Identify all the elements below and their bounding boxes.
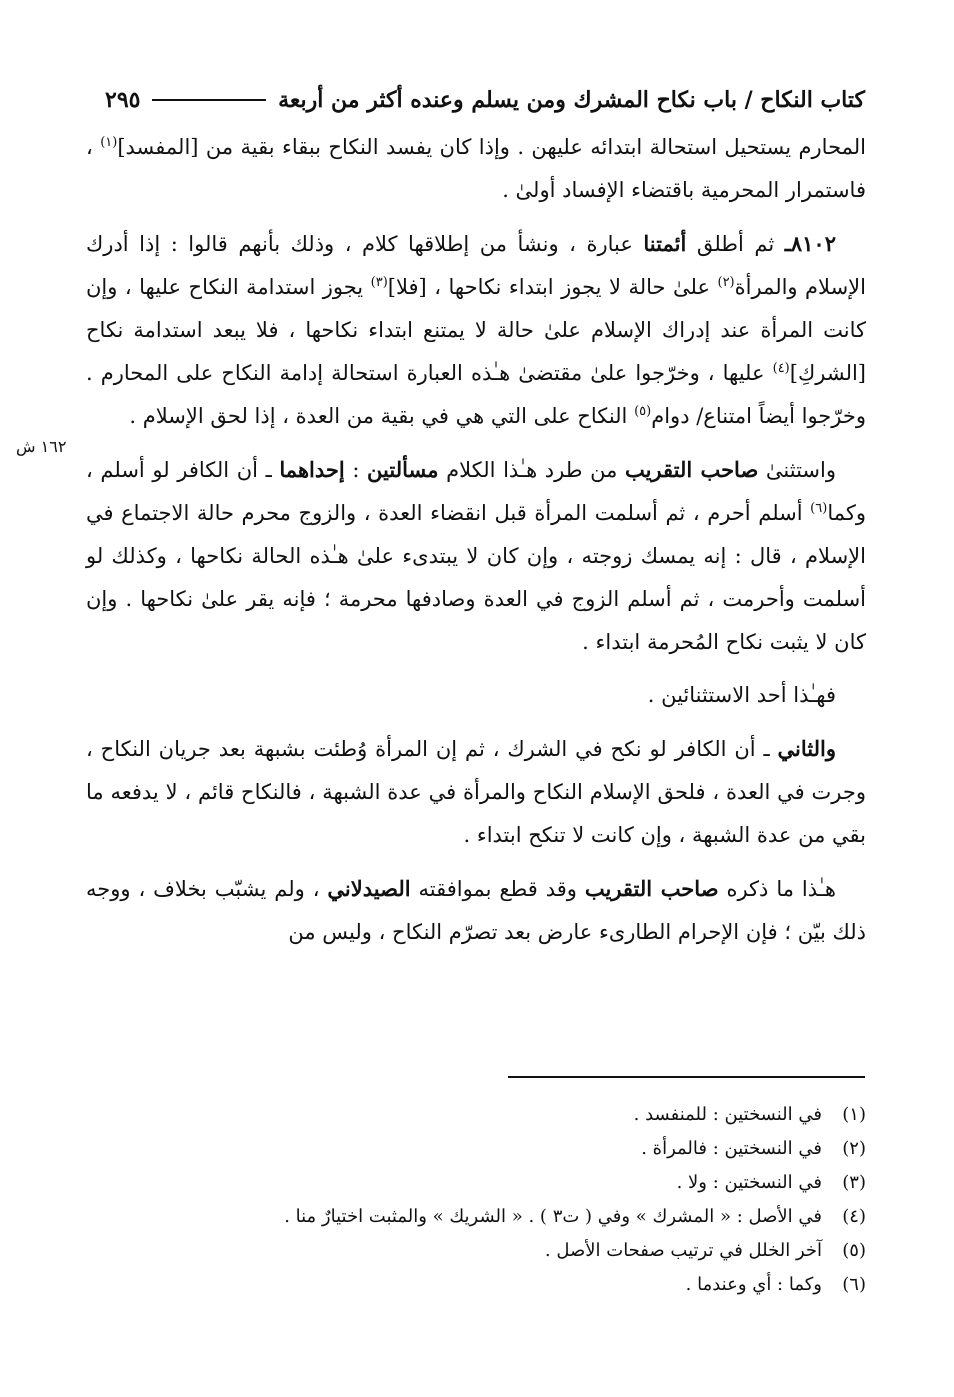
issue-number: ٨١٠٢ـ [784, 231, 836, 256]
header-rule [152, 99, 266, 101]
main-text [86, 126, 866, 964]
footnote-text: في النسختين : للمنفسد . [633, 1104, 822, 1125]
text-run: ، فاستمرار المحرمية باقتضاء الإفساد أولىٰ . [86, 135, 866, 202]
footnote-divider [508, 1076, 865, 1078]
text-run: هـٰذا ما ذكره [718, 877, 836, 901]
footnote-number: (٤) [842, 1206, 866, 1227]
margin-note: ١٦٢ ش [16, 437, 67, 456]
text-run: ، ولم يشبّب بخلاف ، ووجه ذلك بيّن ؛ فإن الإحرام الطارىء عارض بعد تصرّم النكاح ، وليس من [86, 877, 866, 944]
footnote-ref-6: (٦) [810, 501, 828, 516]
bold-term: والثاني [777, 736, 836, 761]
footnote-number: (٦) [842, 1274, 866, 1295]
footnote-ref-5: (٥) [634, 404, 652, 419]
paragraph-3 [86, 448, 866, 664]
text-run: : [344, 458, 368, 482]
footnote-text: آخر الخلل في ترتيب صفحات الأصل . [544, 1240, 822, 1261]
footnote-ref-3: (٣) [370, 275, 388, 290]
text-run: النكاح على التي هي في بقية من العدة ، إذا لحق الإسلام . [129, 404, 635, 428]
page-number: ٢٩٥ [105, 87, 141, 113]
text-run: من طرد هـٰذا الكلام [438, 458, 625, 482]
paragraph-6 [86, 867, 866, 954]
footnote-text: في النسختين : فالمرأة . [641, 1138, 822, 1159]
text-run: يجوز استدامة النكاح عليها ، وإن كانت المرأة عند إدراك الإسلام علىٰ حالة لا يمتنع ابتداء نكاحها ، فلا يبعد استدامة نكاح [الشركِ] [86, 275, 866, 385]
text-run: عبارة ، ونشأ من إطلاقها كلام ، وذلك بأنهم قالوا : إذا أدرك الإسلام والمرأة [86, 232, 866, 299]
footnote-3 [86, 1166, 866, 1200]
header-title: كتاب النكاح / باب نكاح المشرك ومن يسلم وعنده أكثر من أربعة [278, 87, 865, 113]
bold-term: صاحب التقريب [584, 876, 719, 901]
text-run: ثم أطلق [686, 232, 785, 256]
bold-term: صاحب التقريب [624, 457, 759, 482]
footnote-number: (٣) [842, 1172, 866, 1193]
footnote-ref-4: (٤) [772, 361, 790, 376]
footnote-number: (٢) [842, 1138, 866, 1159]
bold-term: إحداهما [279, 457, 345, 482]
paragraph-5 [86, 727, 866, 857]
footnote-5 [86, 1234, 866, 1268]
footnote-4 [86, 1200, 866, 1234]
text-run: واستثنىٰ [758, 458, 837, 482]
text-run: وقد قطع بموافقته [410, 877, 585, 901]
footnote-ref-1: (١) [100, 135, 118, 150]
footnote-6 [86, 1268, 866, 1302]
footnotes [86, 1098, 866, 1302]
text-run: أسلم أحرم ، ثم أسلمت المرأة قبل انقضاء العدة ، والزوج محرم حالة الاجتماع في الإسلام ، قال : إنه يمسك زوجته ، وإن كان لا يبتدىء علىٰ هـٰذه الحالة نكاحها ، وكذلك لو أسلمت وأحرمت ، ثم أسلم الزوج في العدة وصادفها محرمة ؛ فإنه يقر علىٰ نكاحها . وإن كان لا يثبت نكاح المُحرمة ابتداء . [86, 501, 866, 654]
bold-term: أئمتنا [643, 231, 687, 256]
footnote-1 [86, 1098, 866, 1132]
text-run: المحارم يستحيل استحالة ابتدائه عليهن . وإذا كان يفسد النكاح ببقاء بقية من [المفسد] [117, 135, 867, 159]
bold-term: الصيدلاني [327, 876, 411, 901]
paragraph-4: فهـٰذا أحد الاستثنائين . [647, 683, 836, 707]
paragraph-1 [86, 126, 866, 212]
footnote-text: وكما : أي وعندما . [685, 1274, 822, 1295]
paragraph-2 [86, 222, 866, 438]
footnote-number: (١) [842, 1104, 866, 1125]
footnote-text: في النسختين : ولا . [676, 1172, 822, 1193]
footnote-2 [86, 1132, 866, 1166]
text-run: ـ أن الكافر لو أسلم ، وكما [86, 458, 866, 525]
footnote-text: في الأصل : « المشرك » وفي ( ت٣ ) . « الشريك » والمثبت اختيارٌ منا . [284, 1206, 822, 1227]
text-run: علىٰ حالة لا يجوز ابتداء نكاحها ، [فلا] [387, 275, 718, 299]
footnote-ref-2: (٢) [717, 275, 735, 290]
running-header [105, 80, 865, 120]
text-run: ـ أن الكافر لو نكح في الشرك ، ثم إن المرأة وُطئت بشبهة بعد جريان النكاح ، وجرت في العدة ، فلحق الإسلام النكاح والمرأة في عدة الشبهة ، فالنكاح قائم ، لا يدفعه ما بقي من عدة الشبهة ، وإن كانت لا تنكح ابتداء . [86, 737, 866, 847]
bold-term: مسألتين [367, 457, 439, 482]
text-run: عليها ، وخرّجوا علىٰ مقتضىٰ هـٰذه العبارة استحالة إدامة النكاح على المحارم . وخرّجوا أيضاً امتناع/ دوام [86, 361, 866, 428]
footnote-number: (٥) [842, 1240, 866, 1261]
